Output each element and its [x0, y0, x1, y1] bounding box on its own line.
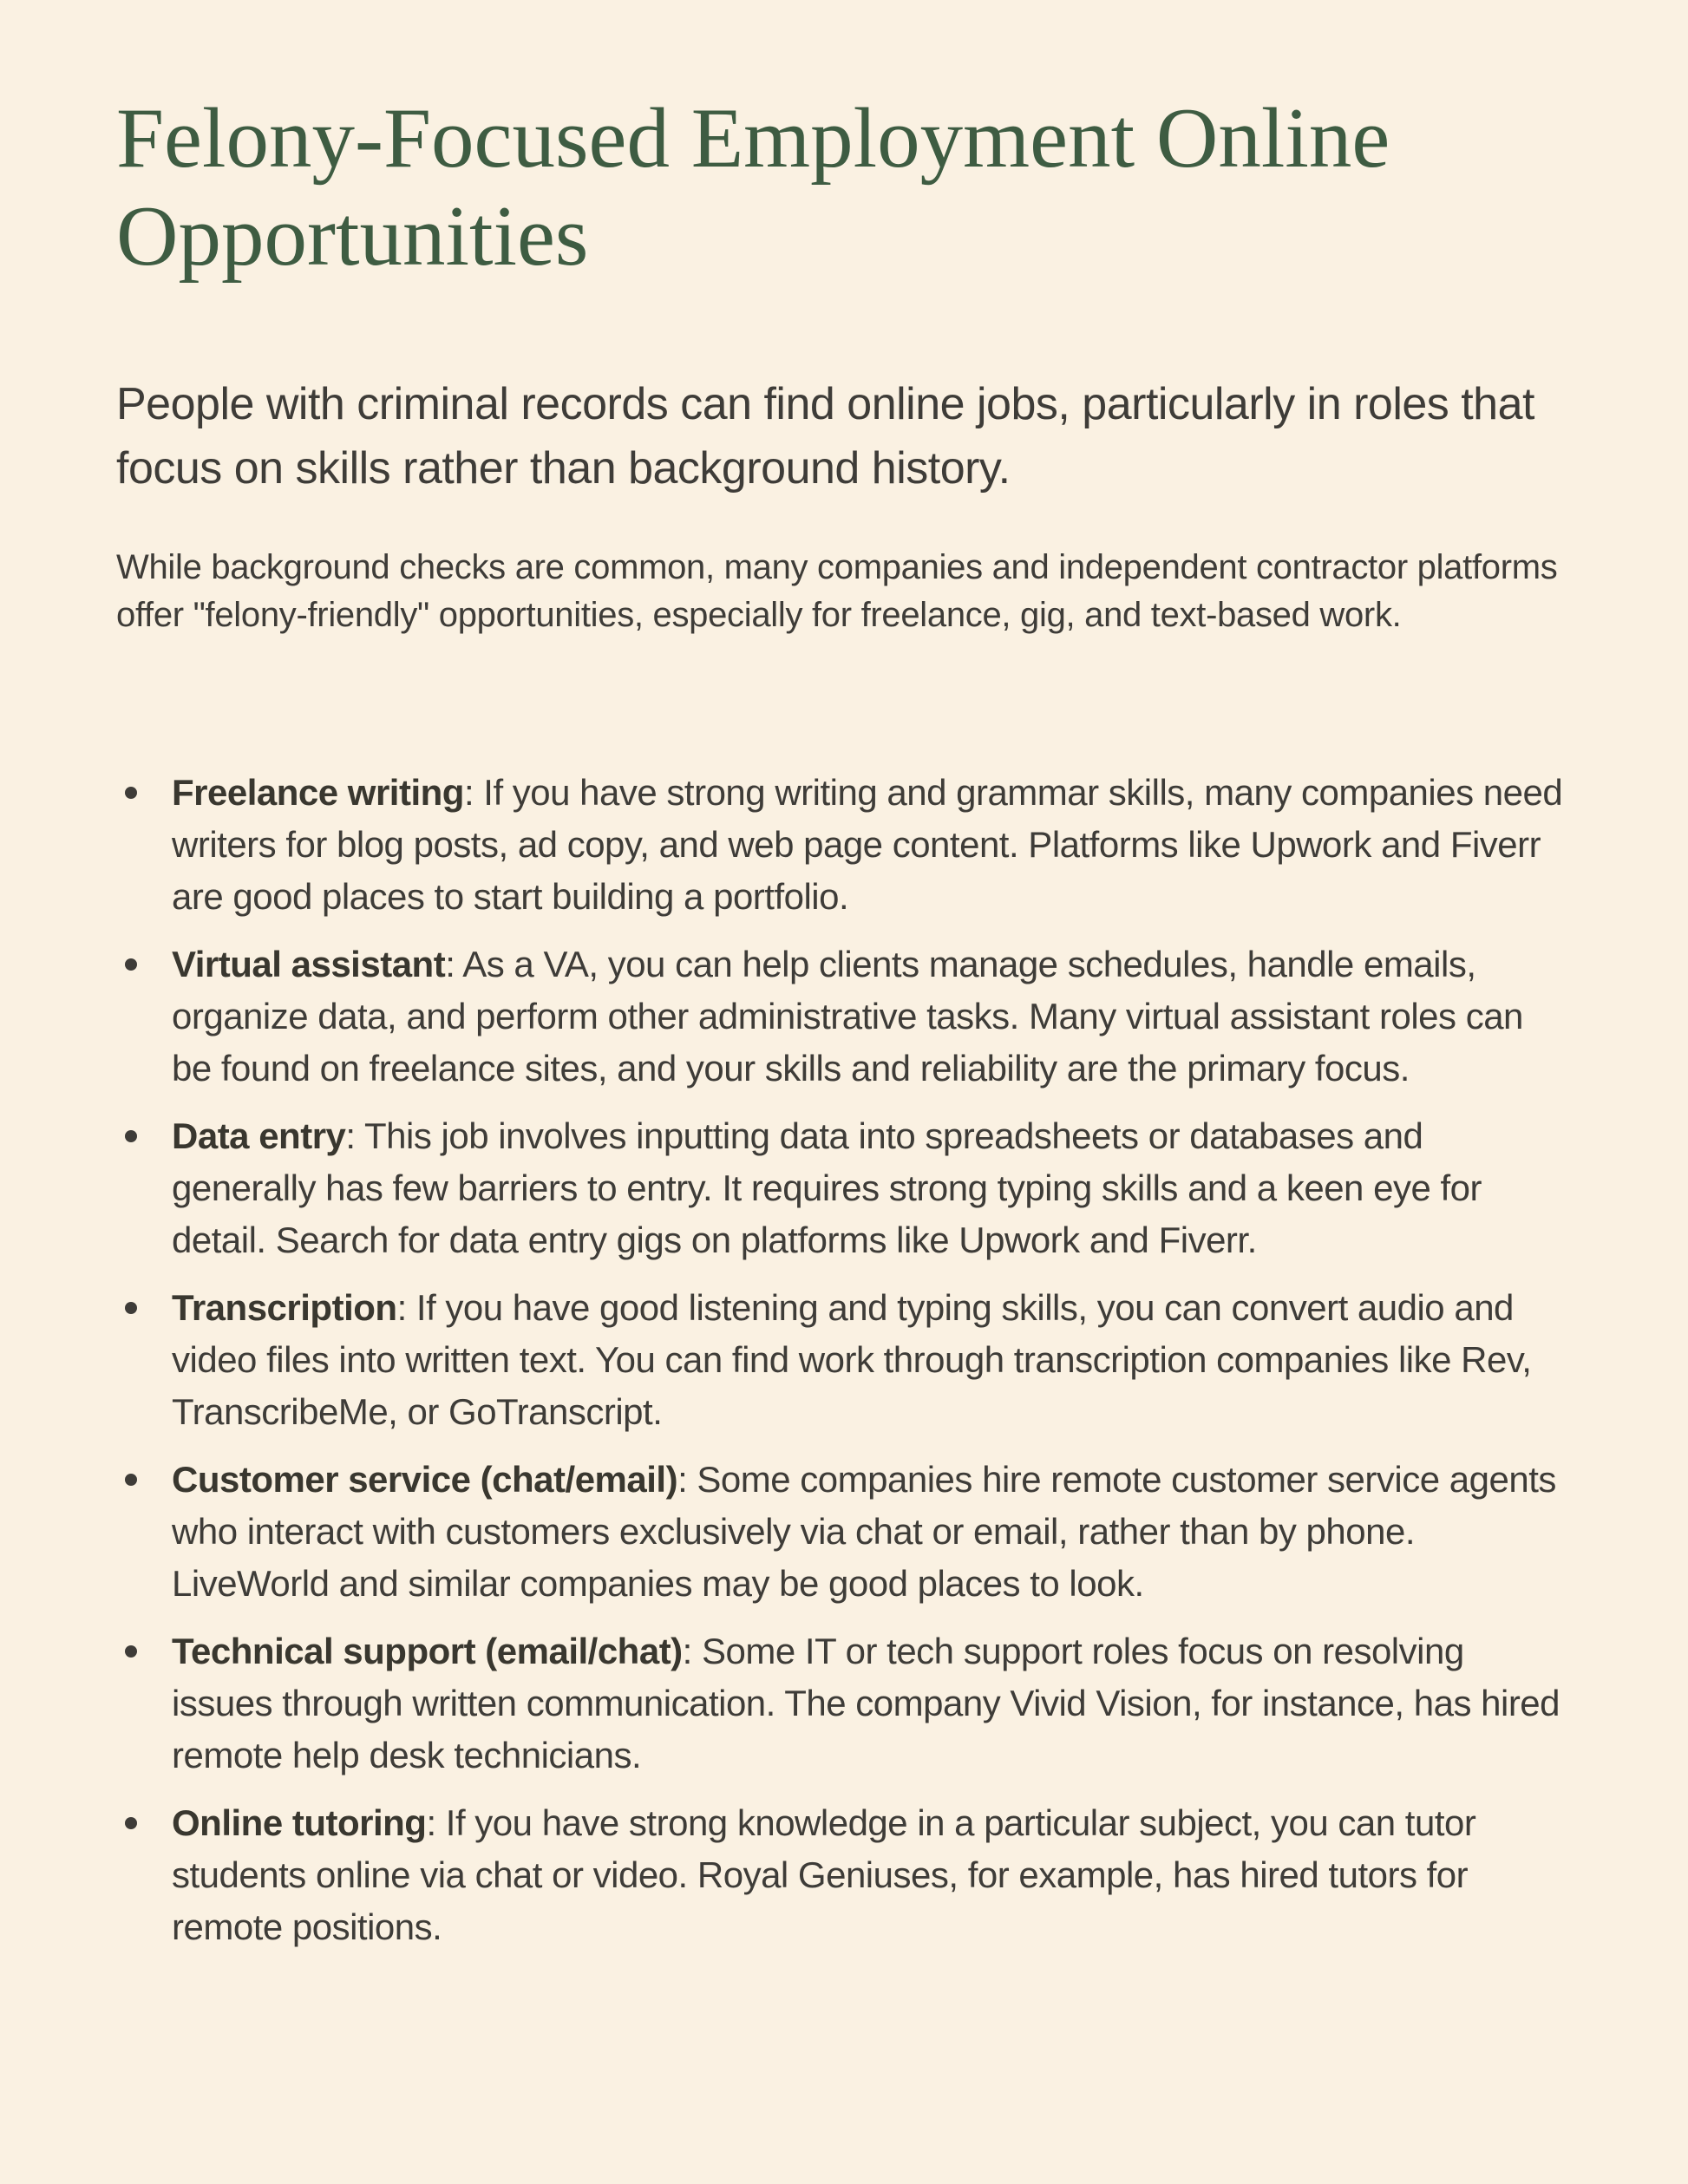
job-term: Technical support (email/chat)	[172, 1631, 683, 1671]
job-description: If you have good listening and typing skills, you can convert audio and video files into written text. You can find work through transcription companies like Rev, TranscribeMe, or GoTranscript.	[172, 1287, 1532, 1432]
label-separator: :	[463, 772, 484, 813]
job-description: This job involves inputting data into spreadsheets or databases and generally has few barriers to entry. It requires strong typing skills and a keen eye for detail. Search for data entry gigs on platforms like Upwork and Fiverr.	[172, 1115, 1482, 1260]
job-list	[116, 767, 1572, 1953]
job-term: Online tutoring	[172, 1802, 427, 1843]
bullet-icon	[125, 958, 137, 971]
list-item	[116, 1282, 1572, 1438]
list-item	[116, 1454, 1572, 1610]
list-item	[116, 1110, 1572, 1266]
list-item	[116, 938, 1572, 1095]
job-term: Data entry	[172, 1115, 346, 1156]
label-separator: :	[682, 1631, 703, 1671]
job-description: As a VA, you can help clients manage schedules, handle emails, organize data, and perform other administrative tasks. Many virtual assistant roles can be found on freelance sites, and your skills and reliability are the primary focus.	[172, 944, 1523, 1089]
list-item	[116, 767, 1572, 923]
list-item	[116, 1625, 1572, 1782]
intro-paragraph: While background checks are common, many companies and independent contractor platforms offer "felony-friendly" opportunities, especially for freelance, gig, and text-based work.	[116, 548, 1558, 634]
job-description: If you have strong writing and grammar skills, many companies need writers for blog posts, ad copy, and web page content. Platforms like Upwork and Fiverr are good places to start building a portfolio.	[172, 772, 1563, 917]
job-term: Freelance writing	[172, 772, 464, 813]
bullet-icon	[125, 787, 137, 799]
label-separator: :	[345, 1115, 364, 1156]
job-description: Some IT or tech support roles focus on resolving issues through written communication. The company Vivid Vision, for instance, has hired remote help desk technicians.	[172, 1631, 1560, 1775]
bullet-icon	[125, 1302, 137, 1314]
job-term: Transcription	[172, 1287, 397, 1328]
label-separator: :	[445, 944, 463, 984]
list-item	[116, 1797, 1572, 1953]
page-title: Felony-Focused Employment Online Opportunities	[116, 91, 1390, 284]
job-description: Some companies hire remote customer service agents who interact with customers exclusively via chat or email, rather than by phone. LiveWorld and similar companies may be good places to look.	[172, 1459, 1556, 1604]
bullet-icon	[125, 1130, 137, 1142]
lede-paragraph: People with criminal records can find online jobs, particularly in roles that focus on skills rather than background history.	[116, 379, 1534, 494]
job-description: If you have strong knowledge in a particular subject, you can tutor students online via chat or video. Royal Geniuses, for example, has hired tutors for remote positions.	[172, 1802, 1476, 1947]
bullet-icon	[125, 1817, 137, 1829]
job-term: Customer service (chat/email)	[172, 1459, 678, 1500]
label-separator: :	[396, 1287, 416, 1328]
label-separator: :	[426, 1802, 446, 1843]
bullet-icon	[125, 1474, 137, 1486]
job-term: Virtual assistant	[172, 944, 446, 984]
bullet-icon	[125, 1645, 137, 1658]
label-separator: :	[677, 1459, 697, 1500]
